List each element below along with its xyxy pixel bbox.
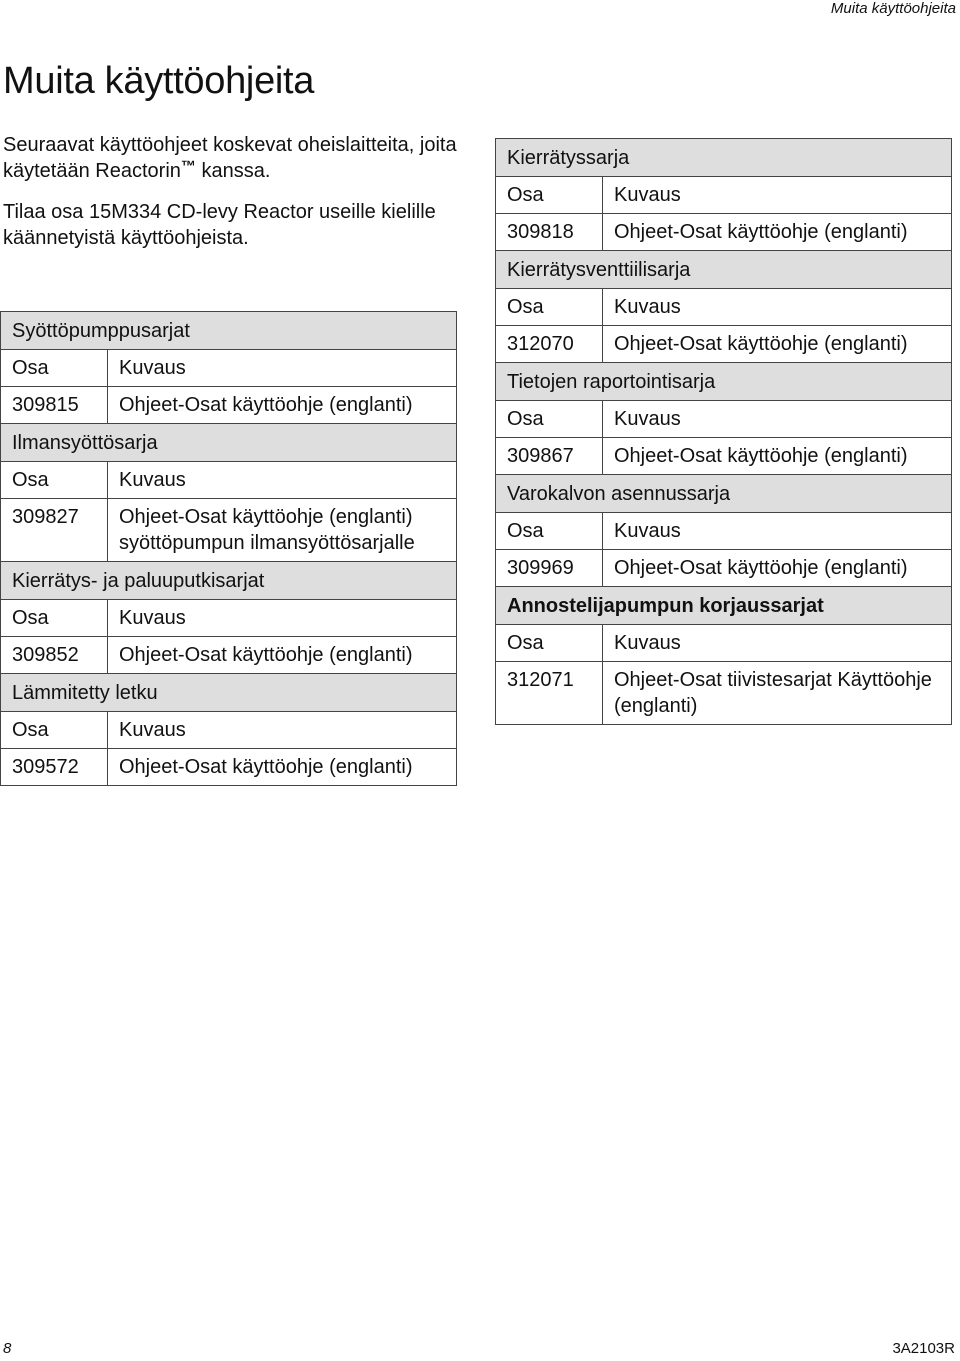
running-head: Muita käyttöohjeita [830,0,956,17]
section-title: Varokalvon asennussarja [496,475,952,513]
part-description: Ohjeet-Osat käyttöohje (englanti) [603,438,952,475]
left-column [0,311,457,786]
column-header-part: Osa [496,625,603,662]
intro-text-part: kanssa. [195,160,271,182]
section-title: Lämmitetty letku [1,674,457,712]
part-number: 309852 [1,637,108,674]
column-header-part: Osa [496,177,603,214]
column-header-part: Osa [496,513,603,550]
part-description: Ohjeet-Osat käyttöohje (englanti) [108,387,457,424]
column-header-description: Kuvaus [603,625,952,662]
part-description: Ohjeet-Osat käyttöohje (englanti) [603,550,952,587]
part-description: Ohjeet-Osat käyttöohje (englanti) [108,637,457,674]
part-number: 309867 [496,438,603,475]
column-header-description: Kuvaus [603,177,952,214]
part-number: 309827 [1,499,108,562]
column-header-description: Kuvaus [603,401,952,438]
column-header-part: Osa [1,350,108,387]
page-number: 8 [3,1340,12,1357]
column-header-part: Osa [496,289,603,326]
column-header-description: Kuvaus [108,712,457,749]
part-description: Ohjeet-Osat käyttöohje (englanti) [603,326,952,363]
column-header-part: Osa [496,401,603,438]
part-description: Ohjeet-Osat käyttöohje (englanti) syöttöpumpun ilmansyöttösarjalle [108,499,457,562]
page-title: Muita käyttöohjeita [3,60,315,102]
column-header-description: Kuvaus [108,350,457,387]
document-id: 3A2103R [892,1340,955,1357]
part-description: Ohjeet-Osat käyttöohje (englanti) [108,749,457,786]
section-title: Kierrätys- ja paluuputkisarjat [1,562,457,600]
intro-paragraph-2: Tilaa osa 15M334 CD-levy Reactor useille kielille käännetyistä käyttöohjeista. [3,201,436,249]
part-number: 309818 [496,214,603,251]
right-parts-table [495,138,952,725]
column-header-description: Kuvaus [603,289,952,326]
column-header-description: Kuvaus [108,462,457,499]
left-parts-table [0,311,457,786]
column-header-part: Osa [1,600,108,637]
part-description: Ohjeet-Osat käyttöohje (englanti) [603,214,952,251]
column-header-description: Kuvaus [603,513,952,550]
section-title: Syöttöpumppusarjat [1,312,457,350]
part-number: 312070 [496,326,603,363]
section-title: Annostelijapumpun korjaussarjat [496,587,952,625]
part-description: Ohjeet-Osat tiivistesarjat Käyttöohje (englanti) [603,662,952,725]
right-column [495,138,952,725]
section-title: Ilmansyöttösarja [1,424,457,462]
section-title: Kierrätyssarja [496,139,952,177]
part-number: 309969 [496,550,603,587]
part-number: 309815 [1,387,108,424]
section-title: Tietojen raportointisarja [496,363,952,401]
intro-paragraph-1 [3,132,473,184]
column-header-part: Osa [1,462,108,499]
intro-text [3,132,473,266]
trademark-symbol: ™ [180,158,196,175]
intro-text-part: Seuraavat käyttöohjeet koskevat oheislaitteita, joita käytetään Reactorin [3,134,457,182]
part-number: 312071 [496,662,603,725]
column-header-description: Kuvaus [108,600,457,637]
column-header-part: Osa [1,712,108,749]
part-number: 309572 [1,749,108,786]
section-title: Kierrätysventtiilisarja [496,251,952,289]
